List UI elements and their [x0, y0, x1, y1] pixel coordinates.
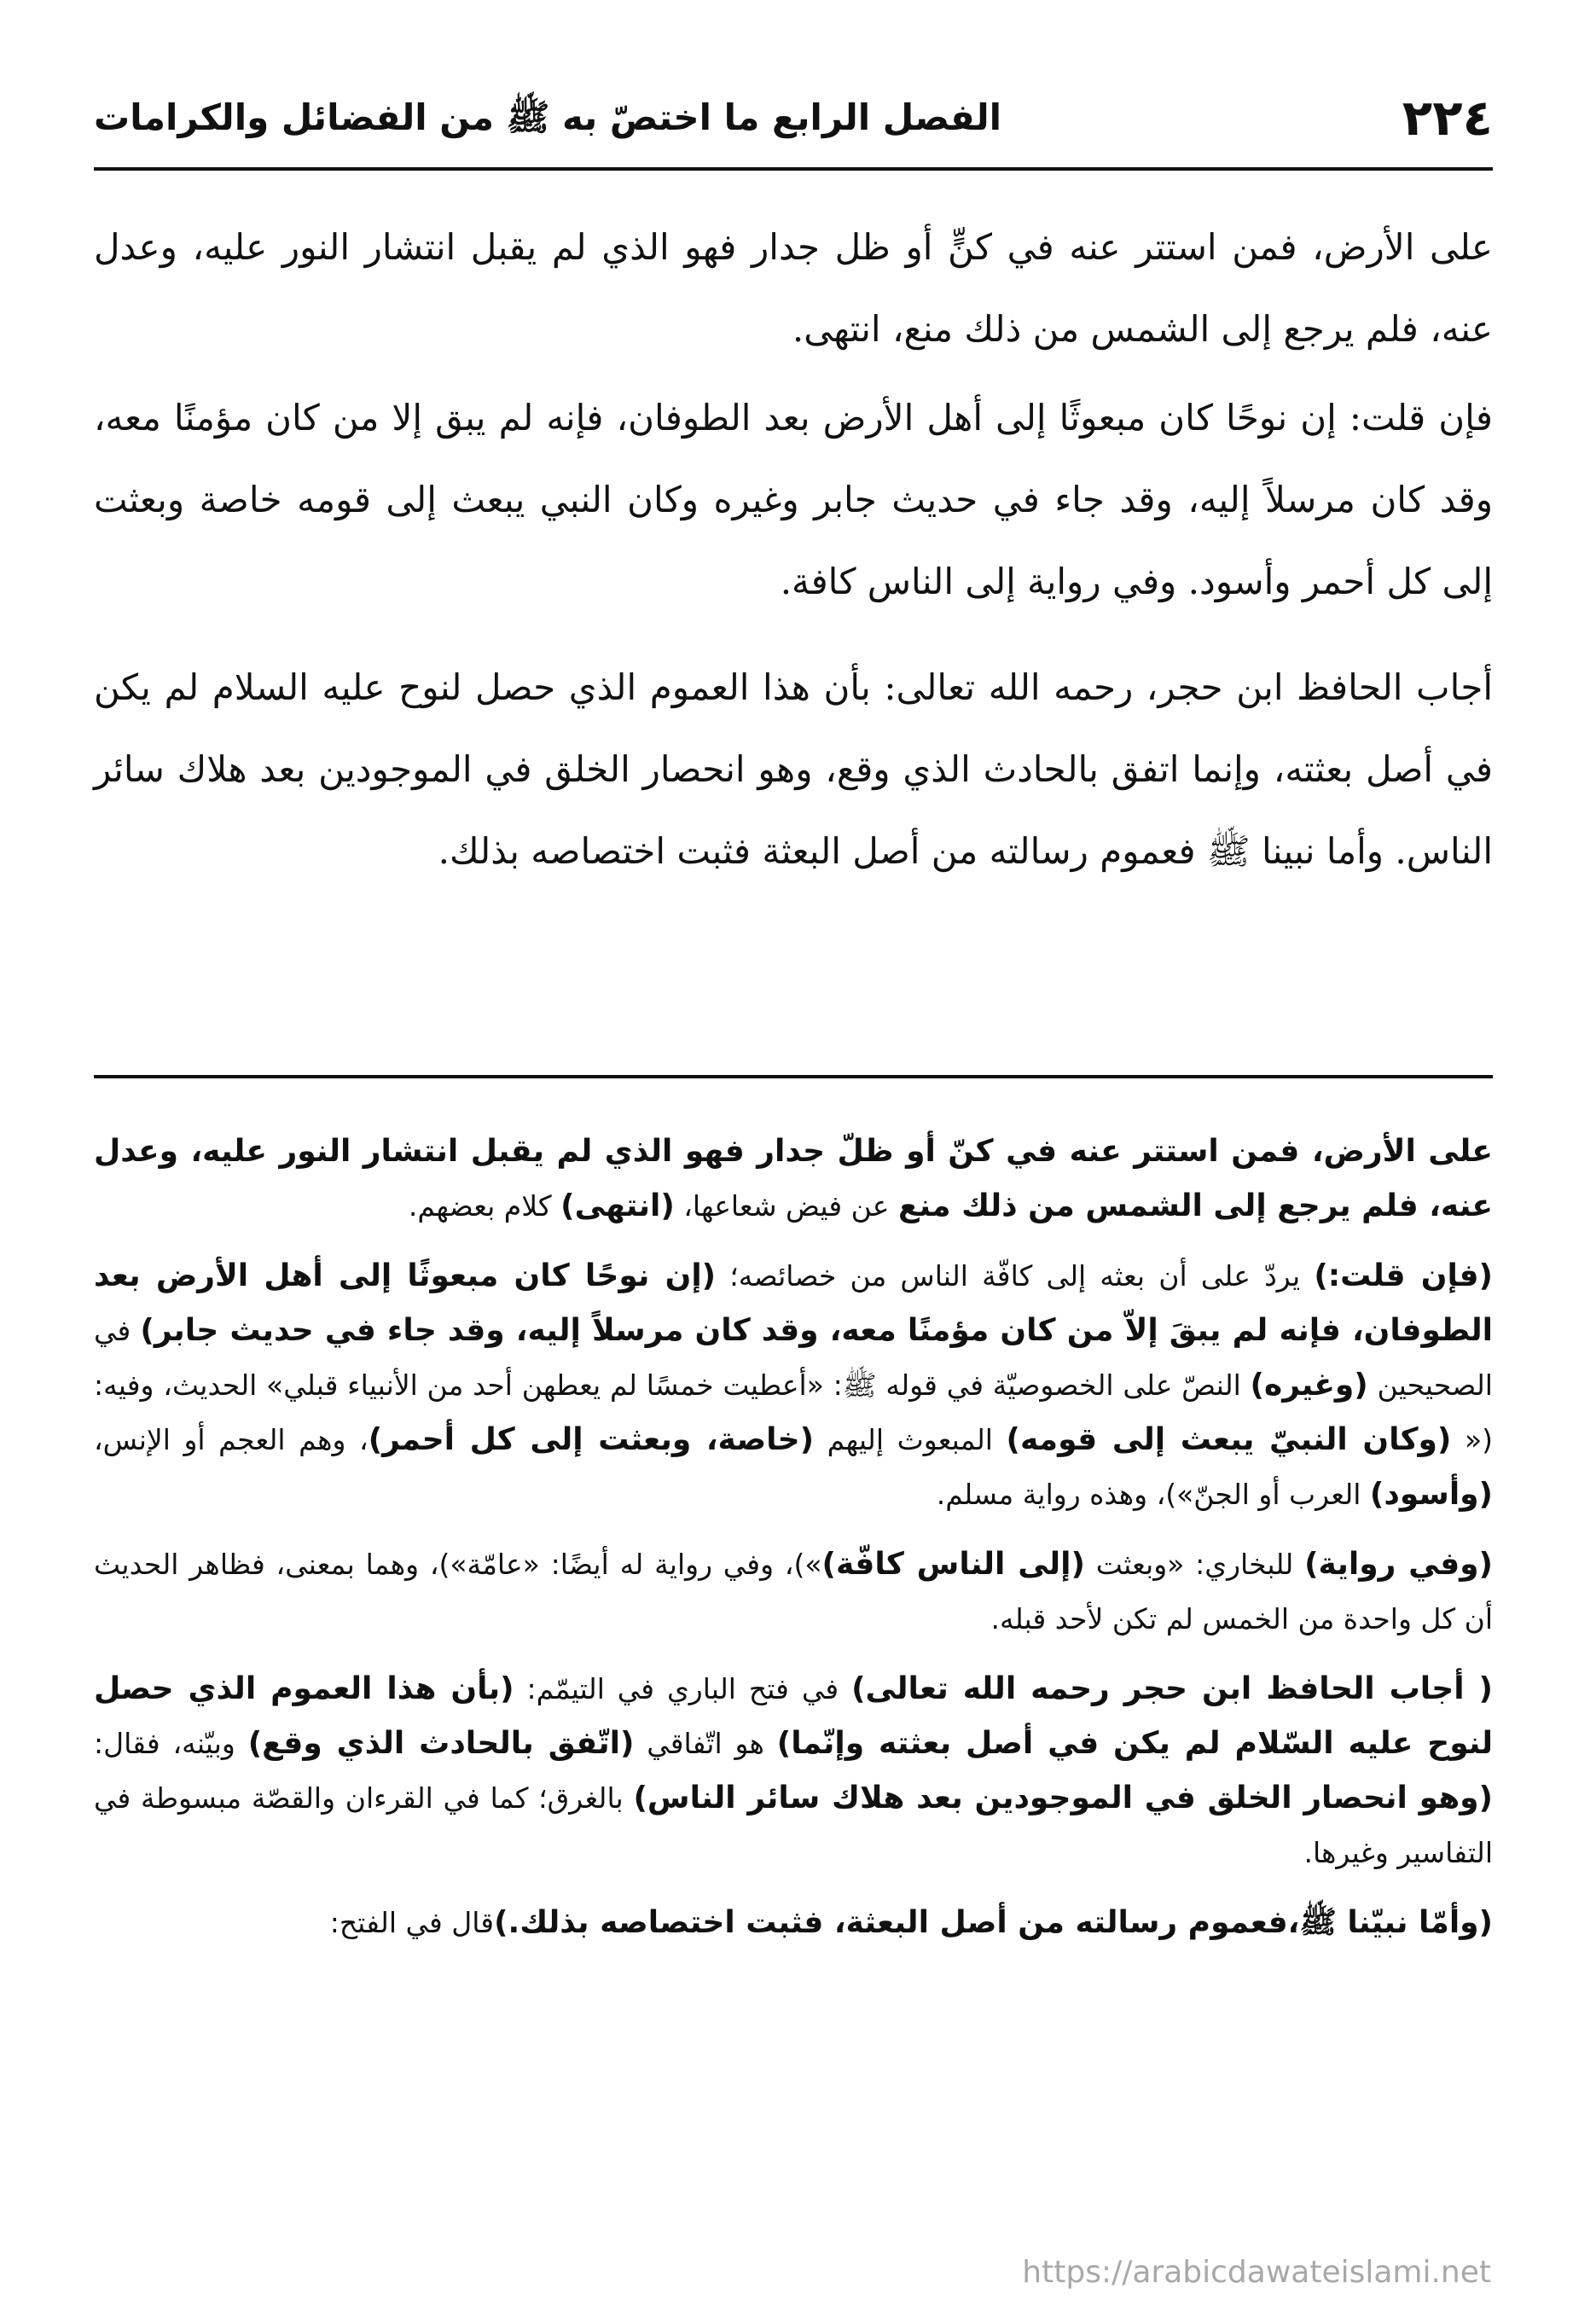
section-divider — [94, 1075, 1493, 1078]
running-title: الفصل الرابع ما اختصّ به ﷺ من الفضائل والكرامات — [94, 96, 1002, 138]
commentary-text: للبخاري: «وبعثت — [1084, 1548, 1305, 1581]
commentary-paragraph — [94, 1896, 1493, 1950]
commentary-paragraph — [94, 1537, 1493, 1647]
commentary-text: قال في الفتح: — [329, 1906, 495, 1939]
commentary-paragraph — [94, 1662, 1493, 1880]
quoted-text: (بأن هذا العموم الذي حصل لنوح عليه السّلام لم يكن في أصل بعثته وإنّما) — [94, 1671, 1493, 1761]
commentary-paragraph — [94, 1249, 1493, 1522]
quoted-text: ( أجاب الحافظ ابن حجر رحمه الله تعالى) — [851, 1671, 1493, 1706]
quoted-text: على الأرض، فمن استتر عنه في كنّ أو ظلّ جدار فهو الذي لم يقبل انتشار النور عليه، وعدل عنه، فلم يرجع إلى الشمس من ذلك منع — [94, 1134, 1493, 1223]
commentary-text: في فتح الباري في التيمّم: — [514, 1672, 852, 1705]
quoted-text: (إن نوحًا كان مبعوثًا إلى أهل الأرض بعد الطوفان، فإنه لم يبقَ إلاّ من كان مؤمنًا معه، وقد كان مرسلاً إليه، وقد جاء في حديث جابر) — [94, 1258, 1493, 1348]
commentary-text: »)، وفي رواية له أيضًا: «عامّة»)، وهما بمعنى، فظاهر الحديث أن كل واحدة من الخمس لم تكن لأحد قبله. — [94, 1548, 1493, 1636]
commentary-text: في الصحيحين — [94, 1314, 1493, 1402]
quoted-text: (إلى الناس كافّة) — [821, 1547, 1085, 1582]
main-text-paragraph: على الأرض، فمن استتر عنه في كنٍّ أو ظل جدار فهو الذي لم يقبل انتشار النور عليه، وعدل عنه، فلم يرجع إلى الشمس من ذلك منع، انتهى. — [94, 226, 1493, 350]
quoted-text: (فإن قلت:) — [1314, 1258, 1493, 1293]
quoted-text: (وغيره) — [1250, 1368, 1368, 1403]
commentary — [94, 1124, 1493, 1966]
commentary-text: بالغرق؛ كما في القرءان والقصّة مبسوطة في التفاسير وغيرها. — [94, 1781, 1493, 1869]
commentary-text: يردّ على أن بعثه إلى كافّة الناس من خصائصه؛ — [716, 1259, 1315, 1293]
commentary-text: وبيّنه، فقال: — [94, 1727, 248, 1760]
quoted-text: (وكان النبيّ يبعث إلى قومه) — [1006, 1422, 1452, 1457]
quoted-text: (وأمّا نبيّنا ﷺ،فعموم رسالته من أصل البعثة، فثبت اختصاصه بذلك.) — [494, 1905, 1493, 1940]
commentary-text: هو اتّفاقي — [634, 1727, 777, 1760]
book-page — [94, 85, 1494, 1940]
commentary-text: المبعوث إليهم — [814, 1423, 1007, 1456]
quoted-text: (وأسود) — [1369, 1477, 1493, 1512]
quoted-text: (انتهى) — [560, 1188, 675, 1223]
page-header — [94, 85, 1493, 171]
quoted-text: (وفي رواية) — [1304, 1547, 1493, 1582]
commentary-text: العرب أو الجنّ»)، وهذه رواية مسلم. — [936, 1478, 1370, 1511]
main-text — [94, 206, 1493, 892]
commentary-text: ، وهم العجم أو الإنس، — [94, 1423, 369, 1456]
commentary-text: عن فيض شعاعها، — [674, 1189, 898, 1223]
commentary-paragraph — [94, 1124, 1493, 1234]
commentary-text: كلام بعضهم. — [408, 1189, 561, 1223]
page-number: ٢٢٤ — [1402, 89, 1493, 147]
commentary-text: النصّ على الخصوصيّة في قوله ﷺ: «أعطيت خمسًا لم يعطهن أحد من الأنبياء قبلي» الحديث، وفيه: (« — [94, 1368, 1494, 1456]
website-watermark: https://arabicdawateislami.net — [1022, 2255, 1491, 2290]
quoted-text: (خاصة، وبعثت إلى كل أحمر) — [368, 1422, 815, 1457]
quoted-text: (وهو انحصار الخلق في الموجودين بعد هلاك سائر الناس) — [633, 1781, 1493, 1816]
quoted-text: (اتّفق بالحادث الذي وقع) — [247, 1726, 635, 1761]
main-text-paragraph: أجاب الحافظ ابن حجر، رحمه الله تعالى: بأن هذا العموم الذي حصل لنوح عليه السلام لم يكن في أصل بعثته، وإنما اتفق بالحادث الذي وقع، وهو انحصار الخلق في الموجودين بعد هلاك سائر الناس. وأما نبينا ﷺ فعموم رسالته من أصل البعثة فثبت اختصاصه بذلك. — [94, 666, 1493, 872]
main-text-paragraph: فإن قلت: إن نوحًا كان مبعوثًا إلى أهل الأرض بعد الطوفان، فإنه لم يبق إلا من كان مؤمنًا معه، وقد كان مرسلاً إليه، وقد جاء في حديث جابر وغيره وكان النبي يبعث إلى قومه خاصة وبعثت إلى كل أحمر وأسود. وفي رواية إلى الناس كافة. — [94, 397, 1493, 602]
